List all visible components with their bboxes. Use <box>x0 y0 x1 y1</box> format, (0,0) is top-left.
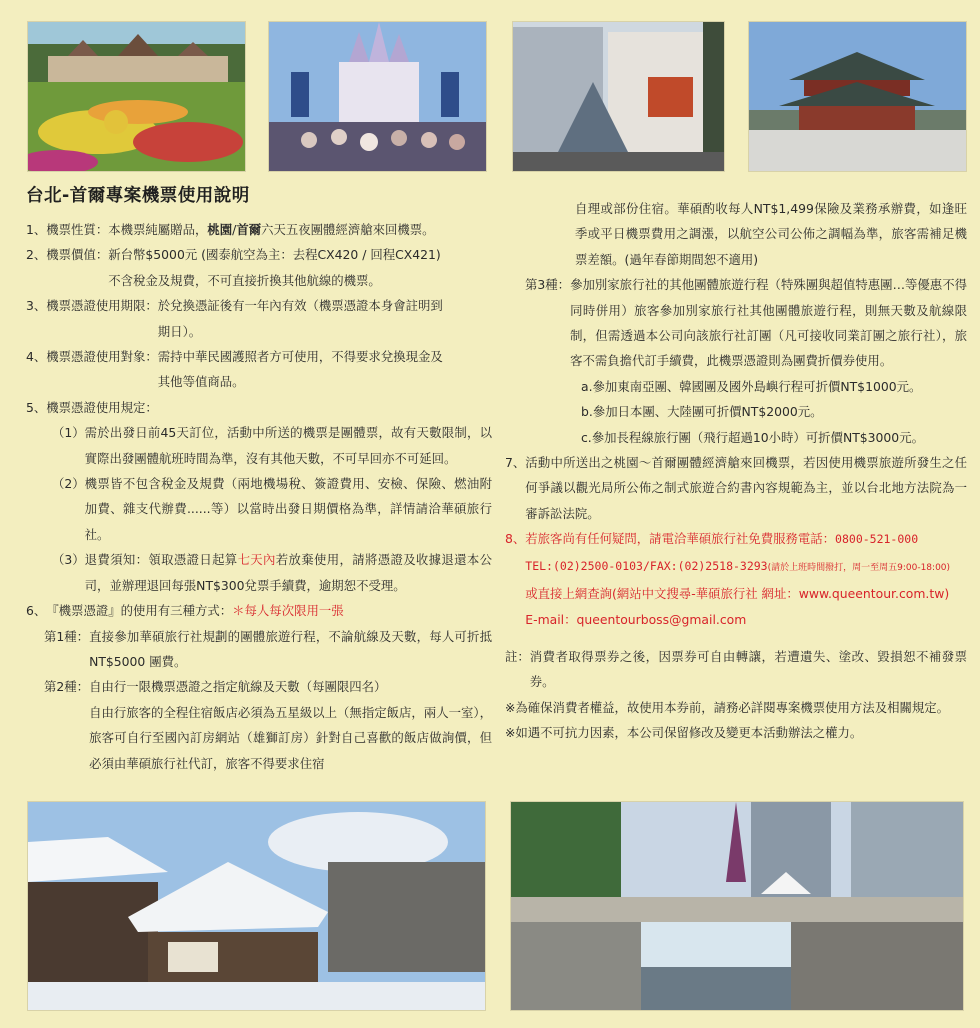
item-validity-period: 3、 機票憑證使用期限： 於兌換憑証後有一年內有效（機票憑證本身會註明到 期日）。 <box>26 298 443 339</box>
photo-theme-park-garden <box>27 21 246 172</box>
method-2-continued: 自理或部份住宿。華碩酌收每人NT$1,499保險及業務承辦費，如逢旺季或平日機票費用之調漲，以航空公司公佈之調幅為準，旅客需補足機票差額。(過年春節期間恕不適用) <box>575 201 967 267</box>
rule-booking-deadline: （1） 需於出發日前45天訂位，活動中所送的機票是團體票，故有天數限制，以實際出發團體航班時間為準，沒有其他天數，不可早回亦不可延回。 <box>52 425 492 466</box>
contact-website: 或直接上網查詢(網站中文搜尋-華碩旅行社 網址：www.queentour.com.tw) <box>525 586 950 602</box>
hotline-number[interactable]: 0800-521-000 <box>835 532 919 547</box>
limit-notice: ＊每人每次限用一張 <box>232 603 344 619</box>
method-3: 第3種： 參加別家旅行社的其他團體旅遊行程（特殊團與超值特惠團…等優惠不得同時併用）旅客參加別家旅行社其他團體旅遊行程，則無天數及航線限制，但需透過本公司向該旅行社訂團（凡可接收同業訂團之旅行社），旅客不需負擔代訂手續費，此機票憑證則為團費折價券使用。 <box>525 277 967 369</box>
contact-email[interactable]: E-mail：queentourboss@gmail.com <box>525 611 747 627</box>
photo-castle-parade <box>268 21 487 172</box>
right-column <box>505 196 967 746</box>
item-ticket-nature: 1、 機票性質：本機票純屬贈品，桃園/首爾六天五夜團體經濟艙來回機票。 <box>26 222 435 237</box>
item-eligible-users: 4、 機票憑證使用對象： 需持中華民國護照者方可使用，不得要求兌換現金及 其他等值商品。 <box>26 349 443 390</box>
photo-city-department-store <box>512 21 725 172</box>
photo-cheonggyecheon-plaza <box>510 801 964 1011</box>
method-1: 第1種： 直接參加華碩旅行社規劃的團體旅遊行程，不論航線及天數，每人可折抵NT$5000 團費。 <box>44 628 492 669</box>
contact-hotline: 若旅客尚有任何疑問，請電洽華碩旅行社免費服務電話：0800-521-000 <box>525 531 919 547</box>
contact-tel-fax: TEL:(02)2500-0103/FAX:(02)2518-3293(請於上班時間撥打，周一至周五9:00-18:00) <box>525 558 951 573</box>
photo-palace-pavilion <box>748 21 967 172</box>
rule-taxes-excluded: （2） 機票皆不包含稅金及規費（兩地機場稅、簽證費用、安檢、保險、燃油附加費、雜支代辦費......等）以當時出發日期價格為準，詳情請洽華碩旅行社。 <box>52 476 492 542</box>
photo-snow-hanok <box>27 801 486 1011</box>
discount-option-a: a.參加東南亞團、韓國團及國外島嶼行程可折價NT$1000元。 <box>581 378 922 394</box>
note-force-majeure: ※ 如遇不可抗力因素，本公司保留修改及變更本活動辦法之權力。 <box>505 725 863 741</box>
discount-option-c: c.參加長程線旅行團（飛行超過10小時）可折價NT$3000元。 <box>581 429 924 445</box>
left-column <box>26 217 492 776</box>
page-title: 台北-首爾專案機票使用說明 <box>26 186 250 206</box>
note-non-replacement: 註： 消費者取得票券之後，因票券可自由轉讓，若遭遺失、塗改、毀損恕不補發票券。 <box>505 648 967 690</box>
item-contact: 8、 若旅客尚有任何疑問，請電洽華碩旅行社免費服務電話：0800-521-000 TEL:(02)2500-0103/FAX:(02)2518-3293(請於上班時間撥打，周一至周五9:00-18:00) 或直接上網查詢(網站中文搜尋-華碩旅行社 網址：www.queentour.com.tw) E-mail：queentourboss@gmail.com <box>505 526 967 632</box>
item-ticket-value: 2、 機票價值： 新台幣$5000元 (國泰航空為主：去程CX420 / 回程CX421) 不含稅金及規費，不可直接折換其他航線的機票。 <box>26 247 441 288</box>
note-read-rules: ※ 為確保消費者權益，故使用本券前，請務必詳閱專案機票使用方法及相關規定。 <box>505 699 950 715</box>
rule-refund: （3） 退費須知：領取憑證日起算七天內若放棄使用，請將憑證及收據退還本公司，並辦理退回每張NT$300兌票手續費，逾期恕不受理。 <box>52 552 493 593</box>
item-disputes: 7、 活動中所送出之桃園～首爾團體經濟艙來回機票，若因使用機票旅遊所發生之任何爭議以觀光局所公佈之制式旅遊合約書內容規範為主，並以台北地方法院為一審訴訟法院。 <box>505 455 967 521</box>
item-usage-methods: 6、 『機票憑證』的使用有三種方式：＊每人每次限用一張 <box>26 603 344 619</box>
discount-option-b: b.參加日本團、大陸團可折價NT$2000元。 <box>581 404 823 420</box>
item-usage-rules: 5、 機票憑證使用規定： <box>26 399 158 415</box>
website-url[interactable]: www.queentour.com.tw) <box>798 586 950 602</box>
method-2: 第2種： 自由行一限機票憑證之指定航線及天數（每團限四名） 自由行旅客的全程住宿飯店必須為五星級以上（無指定飯店，兩人一室），旅客可自行至國內訂房網站（雄獅訂房）針對自己喜歡的飯店做詢價，但必須由華碩旅行社代訂，旅客不得要求住宿 <box>44 679 492 771</box>
